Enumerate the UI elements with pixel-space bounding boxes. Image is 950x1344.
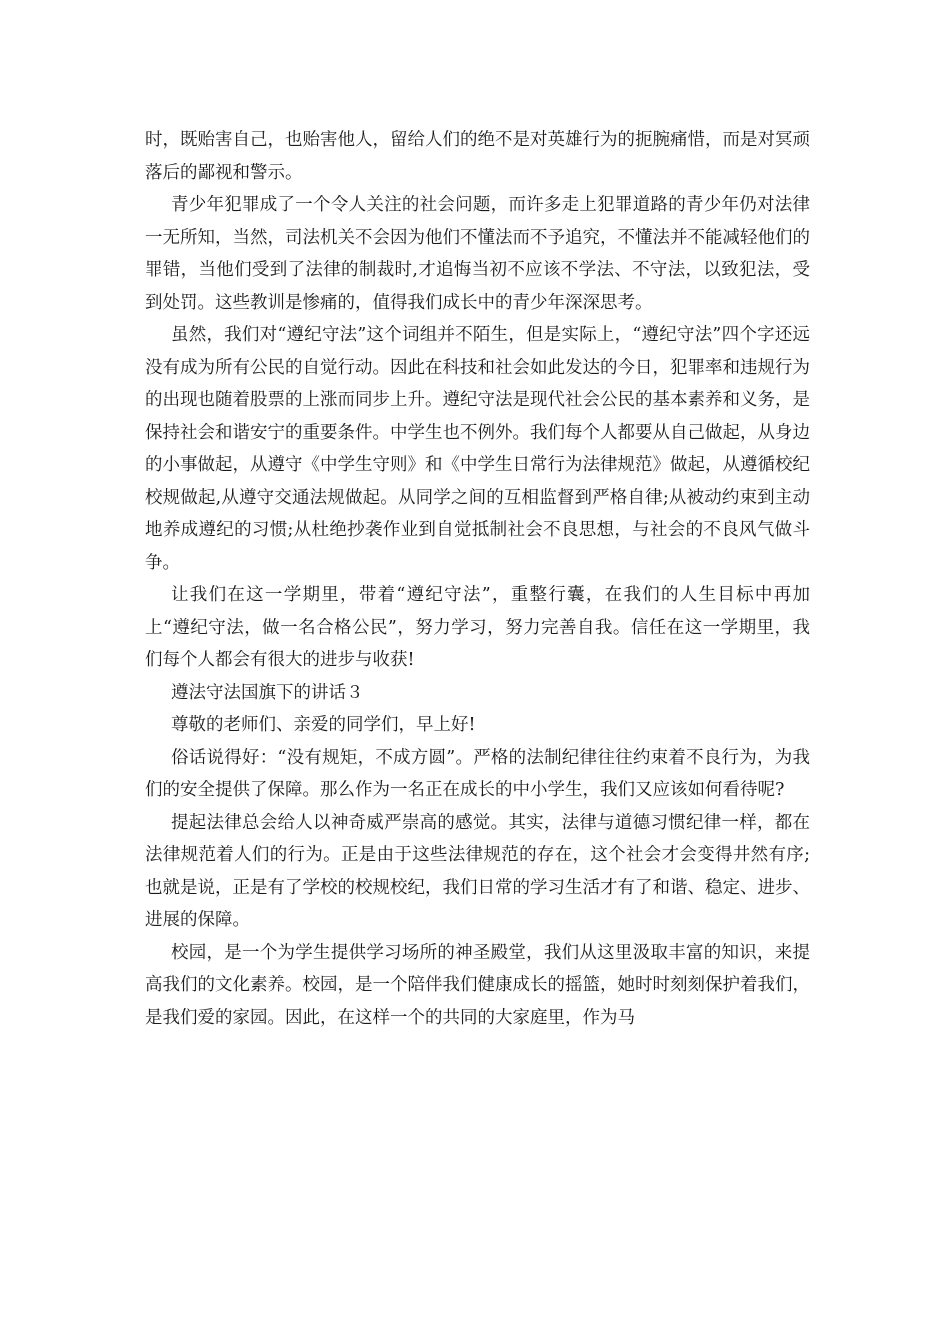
paragraph-juvenile-crime: 青少年犯罪成了一个令人关注的社会问题，而许多走上犯罪道路的青少年仍对法律一无所知，当然，司法机关不会因为他们不懂法而不予追究，不懂法并不能减轻他们的罪错，当他们受到了法律的制裁时,才追悔当初不应该不学法、不守法，以致犯法，受到处罚。这些教训是惨痛的，值得我们成长中的青少年深深思考。 [145, 195, 810, 313]
section-heading: 遵法守法国旗下的讲话３ [171, 682, 364, 703]
paragraph-proverb: 俗话说得好：“没有规矩，不成方圆”。严格的法制纪律往往约束着不良行为，为我们的安全提供了保障。那么作为一名正在成长的中小学生，我们又应该如何看待呢? [145, 747, 810, 800]
paragraph-law-rules: 提起法律总会给人以神奇威严崇高的感觉。其实，法律与道德习惯纪律一样，都在法律规范着人们的行为。正是由于这些法律规范的存在，这个社会才会变得井然有序;也就是说，正是有了学校的校规校纪，我们日常的学习生活才有了和谐、稳定、进步、进展的保障。 [145, 812, 810, 930]
paragraph-greeting: 尊敬的老师们、亲爱的同学们，早上好! [171, 715, 476, 735]
paragraph-continuation: 时，既贻害自己，也贻害他人，留给人们的绝不是对英雄行为的扼腕痛惜，而是对冥顽落后的鄙视和警示。 [145, 130, 810, 183]
paragraph-abide-law: 虽然，我们对“遵纪守法”这个词组并不陌生，但是实际上，“遵纪守法”四个字还远没有成为所有公民的自觉行动。因此在科技和社会如此发达的今日，犯罪率和违规行为的出现也随着股票的上涨而同步上升。遵纪守法是现代社会公民的基本素养和义务，是保持社会和谐安宁的重要条件。中学生也不例外。我们每个人都要从自己做起，从身边的小事做起，从遵守《中学生守则》和《中学生日常行为法律规范》做起，从遵循校纪校规做起,从遵守交通法规做起。从同学之间的互相监督到严格自律;从被动约束到主动地养成遵纪的习惯;从杜绝抄袭作业到自觉抵制社会不良思想，与社会的不良风气做斗争。 [145, 325, 810, 573]
paragraph-campus: 校园，是一个为学生提供学习场所的神圣殿堂，我们从这里汲取丰富的知识，来提高我们的文化素养。校园，是一个陪伴我们健康成长的摇篮，她时时刻刻保护着我们，是我们爱的家园。因此，在这样一个的共同的大家庭里，作为马 [145, 942, 810, 1028]
document-body [145, 124, 810, 1034]
paragraph-semester-goal: 让我们在这一学期里，带着“遵纪守法”，重整行囊，在我们的人生目标中再加上“遵纪守法，做一名合格公民”，努力学习，努力完善自我。信任在这一学期里，我们每个人都会有很大的进步与收获! [145, 585, 810, 670]
